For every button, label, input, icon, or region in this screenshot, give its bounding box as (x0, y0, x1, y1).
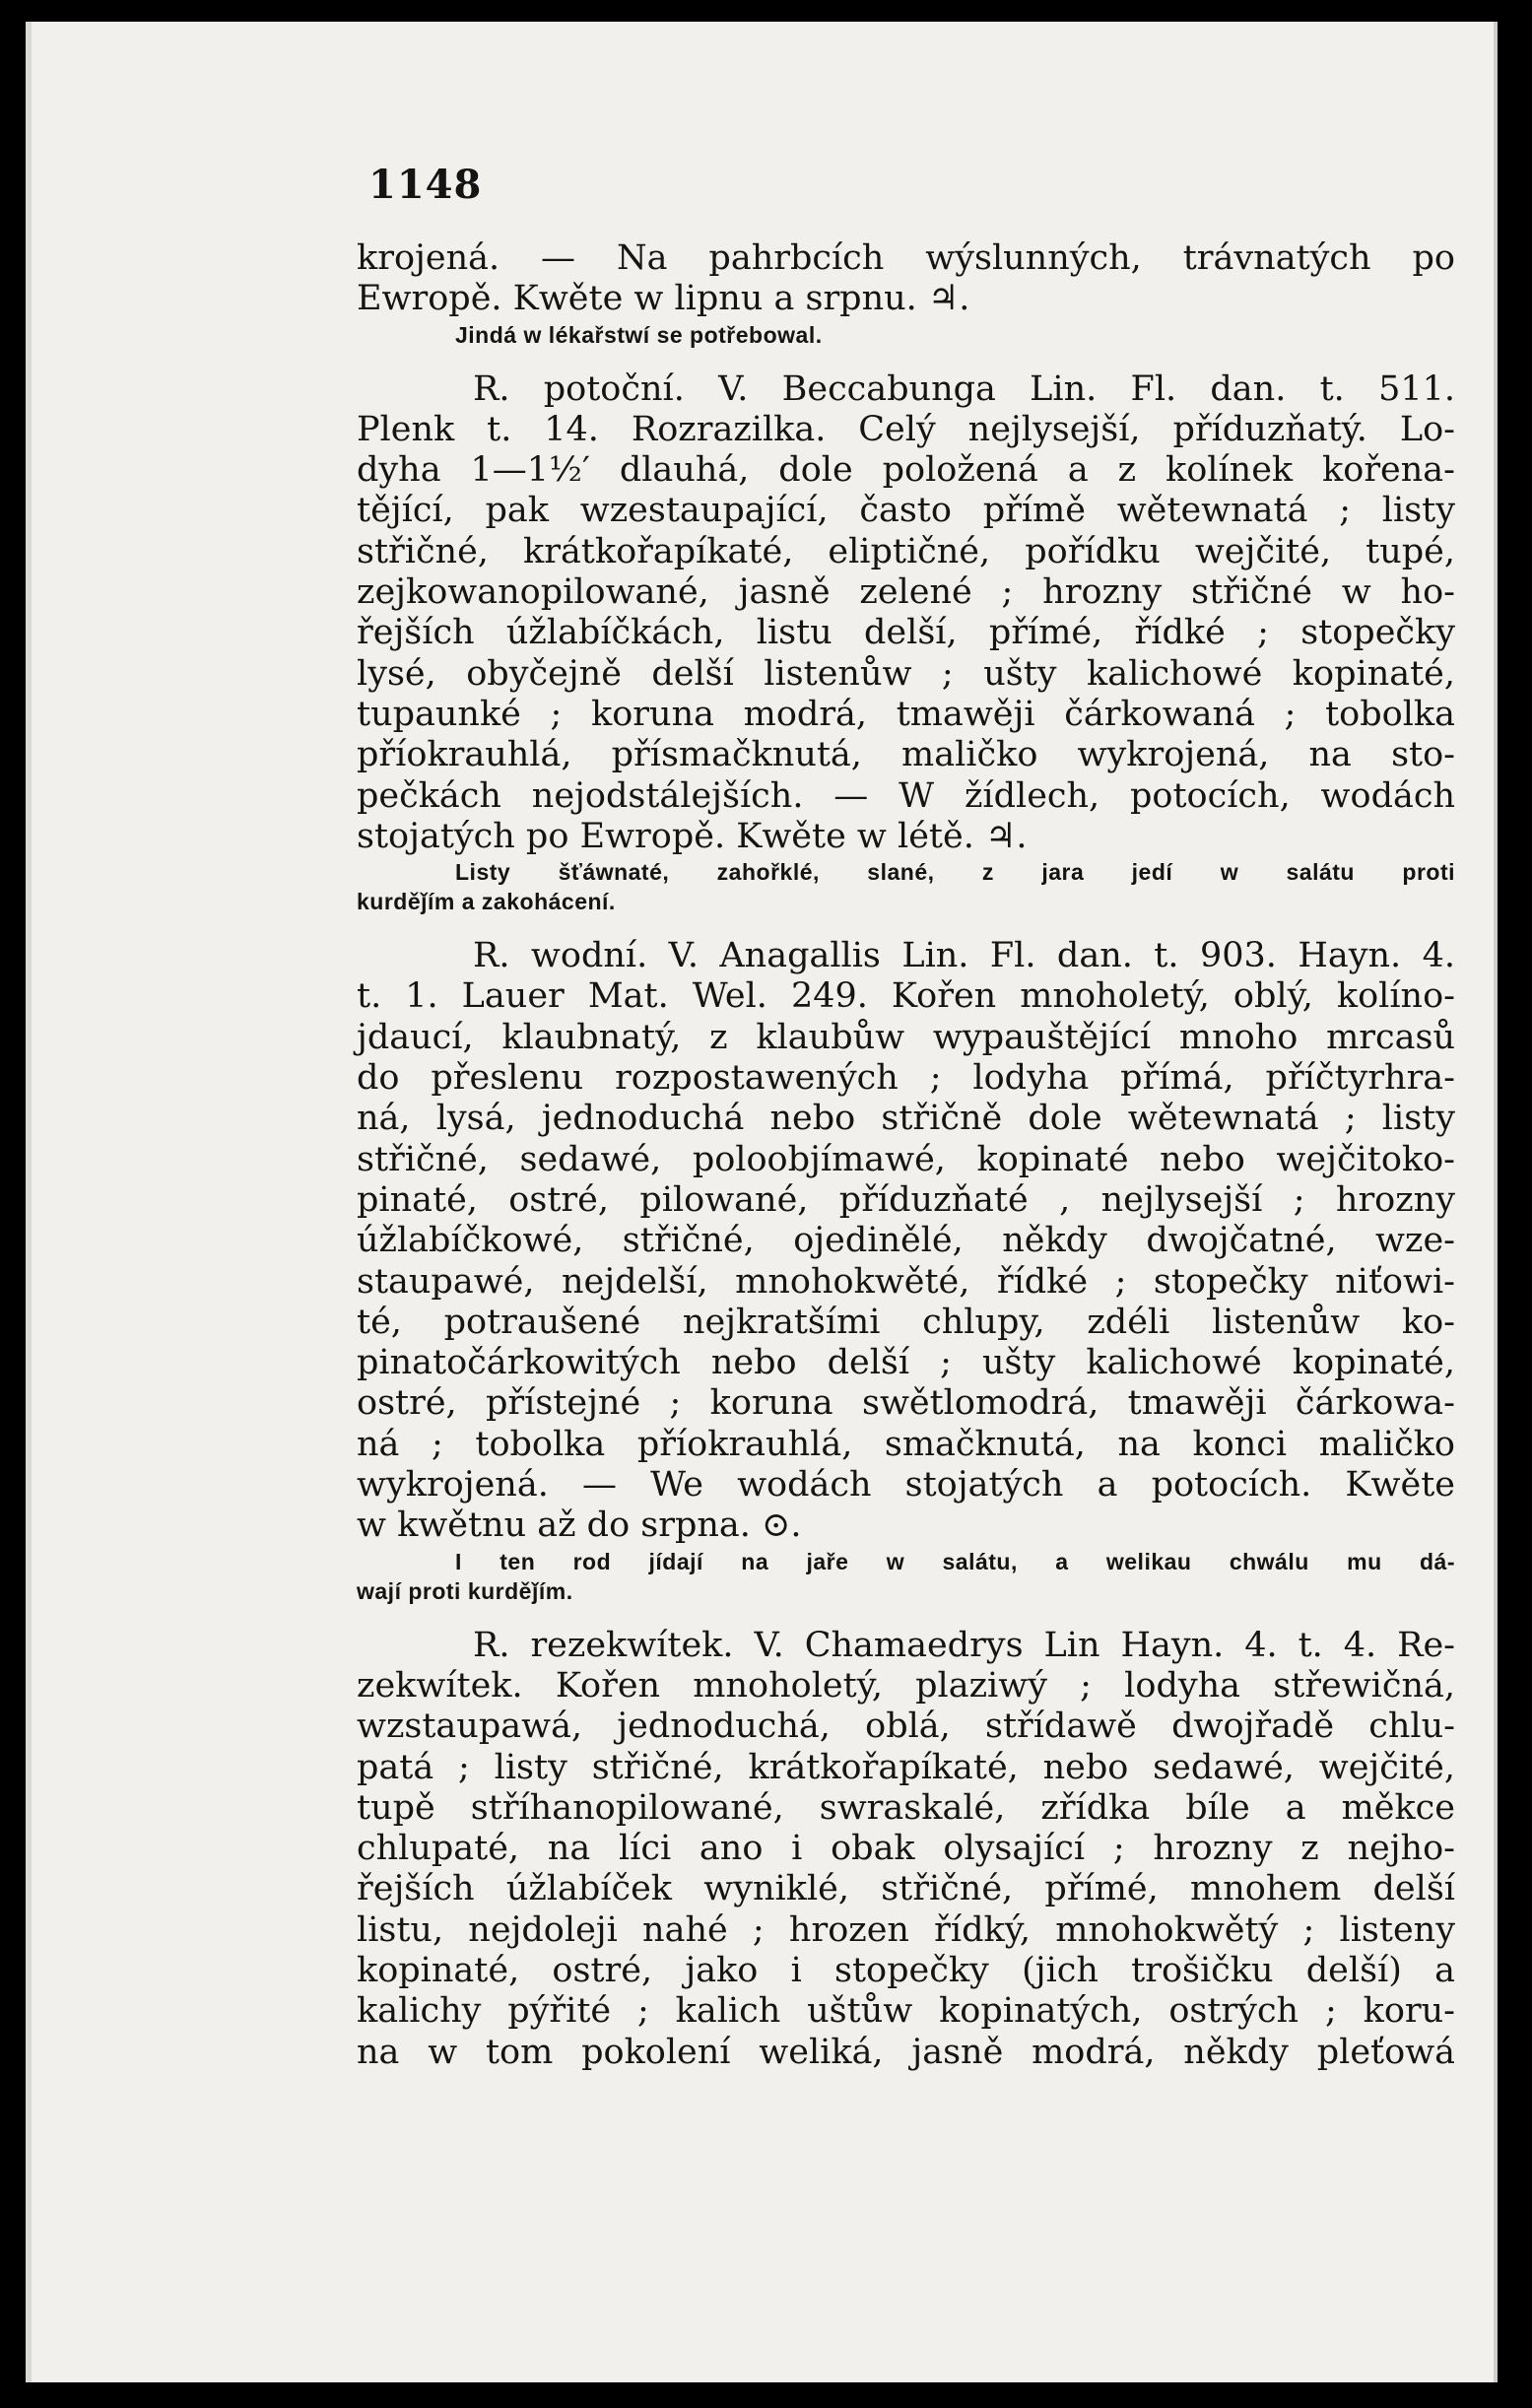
text-line: pinaté, ostré, pilowané, příduzňaté , nejlysejší ; hrozny (357, 1179, 1455, 1220)
text-line: wzstaupawá, jednoduchá, oblá, střídawě dwojřadě chlu- (357, 1706, 1455, 1747)
entry-heading-line: R. wodní. V. Anagallis Lin. Fl. dan. t. 903. Hayn. 4. (473, 936, 1455, 976)
text-line: střičné, krátkořapíkaté, eliptičné, pořídku wejčité, tupé, (357, 531, 1455, 571)
text-line: jdaucí, klaubnatý, z klaubůw wypauštějící mnoho mrcasů (357, 1017, 1455, 1057)
text-line: té, potraušené nejkratšími chlupy, zdéli listenůw ko- (357, 1302, 1455, 1342)
footnote-line: Jindá w lékařstwí se potřebowal. (455, 321, 823, 348)
text-line: ná, lysá, jednoduchá nebo střičně dole wětewnatá ; listy (357, 1099, 1455, 1139)
text-line: Plenk t. 14. Rozrazilka. Celý nejlysejší, příduzňatý. Lo- (357, 409, 1455, 449)
text-line: tupaunké ; koruna modrá, tmawěji čárkowaná ; tobolka (357, 694, 1455, 734)
footnote-line: kurděǰím a zakohácení. (357, 889, 616, 915)
page-body (357, 238, 1455, 2073)
text-line: zejkowanopilowané, jasně zelené ; hrozny střičné w ho- (357, 572, 1455, 613)
text-line: Ewropě. Kwěte w lipnu a srpnu. ♃. (357, 279, 970, 319)
book-page (26, 22, 1498, 2382)
text-line: patá ; listy střičné, krátkořapíkaté, nebo sedawé, wejčité, (357, 1747, 1455, 1787)
text-line: wykrojená. — We wodách stojatých a potocích. Kwěte (357, 1465, 1455, 1505)
text-line: ostré, přístejné ; koruna swětlomodrá, tmawěji čárkowa- (357, 1383, 1455, 1424)
entry-heading-line: R. rezekwítek. V. Chamaedrys Lin Hayn. 4. t. 4. Re- (473, 1625, 1455, 1665)
footnote-line: wají proti kurděǰím. (357, 1577, 573, 1604)
text-line: stojatých po Ewropě. Kwěte w létě. ♃. (357, 816, 1028, 856)
text-line: ná ; tobolka příokrauhlá, smačknutá, na konci maličko (357, 1424, 1455, 1464)
text-line: pinatočárkowitých nebo delší ; ušty kalichowé kopinaté, (357, 1343, 1455, 1383)
text-line: dyha 1—1½′ dlauhá, dole položená a z kolínek kořena- (357, 450, 1455, 491)
footnote-line: I ten rod jídají na jaře w salátu, a welikau chwálu mu dá- (455, 1548, 1455, 1574)
text-line: do přeslenu rozpostawených ; lodyha přímá, příčtyrhra- (357, 1058, 1455, 1099)
text-line: kalichy pýřité ; kalich uštůw kopinatých, ostrých ; koru- (357, 1991, 1455, 2032)
text-line: střičné, sedawé, poloobjímawé, kopinaté nebo wejčitoko- (357, 1139, 1455, 1179)
text-line: krojená. — Na pahrbcích wýslunných, trávnatých po (357, 238, 1455, 278)
text-line: t. 1. Lauer Mat. Wel. 249. Kořen mnoholetý, oblý, kolíno- (357, 976, 1455, 1017)
text-line: příokrauhlá, přísmačknutá, maličko wykrojená, na sto- (357, 735, 1455, 775)
text-line: listu, nejdoleji nahé ; hrozen řídký, mnohokwětý ; listeny (357, 1909, 1455, 1950)
text-line: tějící, pak wzestaupající, často přímě wětewnatá ; listy (357, 491, 1455, 531)
text-line: kopinaté, ostré, jako i stopečky (jich trošičku delší) a (357, 1950, 1455, 1990)
text-line: w kwětnu až do srpna. ⊙. (357, 1505, 802, 1546)
text-line: řejších úžlabíček wyniklé, střičné, přímé, mnohem delší (357, 1869, 1455, 1909)
text-line: pečkách nejodstálejších. — W žídlech, potocích, wodách (357, 775, 1455, 816)
text-line: staupawé, nejdelší, mnohokwěté, řídké ; stopečky niťowi- (357, 1261, 1455, 1302)
page-number: 1148 (368, 162, 483, 208)
footnote-line: Listy šťáwnaté, zahořklé, slané, z jara jedí w salátu proti (455, 859, 1455, 886)
text-line: chlupaté, na líci ano i obak olysající ; hrozny z nejho- (357, 1829, 1455, 1869)
text-line: řejších úžlabíčkách, listu delší, přímé, řídké ; stopečky (357, 613, 1455, 653)
text-line: úžlabíčkowé, střičné, ojedinělé, někdy dwojčatné, wze- (357, 1221, 1455, 1261)
text-line: tupě stříhanopilowané, swraskalé, zřídka bíle a měkce (357, 1787, 1455, 1828)
text-line: na w tom pokolení weliká, jasně modrá, někdy pleťowá (357, 2032, 1455, 2072)
text-line: lysé, obyčejně delší listenůw ; ušty kalichowé kopinaté, (357, 653, 1455, 694)
text-line: zekwítek. Kořen mnoholetý, plaziwý ; lodyha střewičná, (357, 1665, 1455, 1706)
entry-heading-line: R. potoční. V. Beccabunga Lin. Fl. dan. t. 511. (473, 368, 1455, 409)
